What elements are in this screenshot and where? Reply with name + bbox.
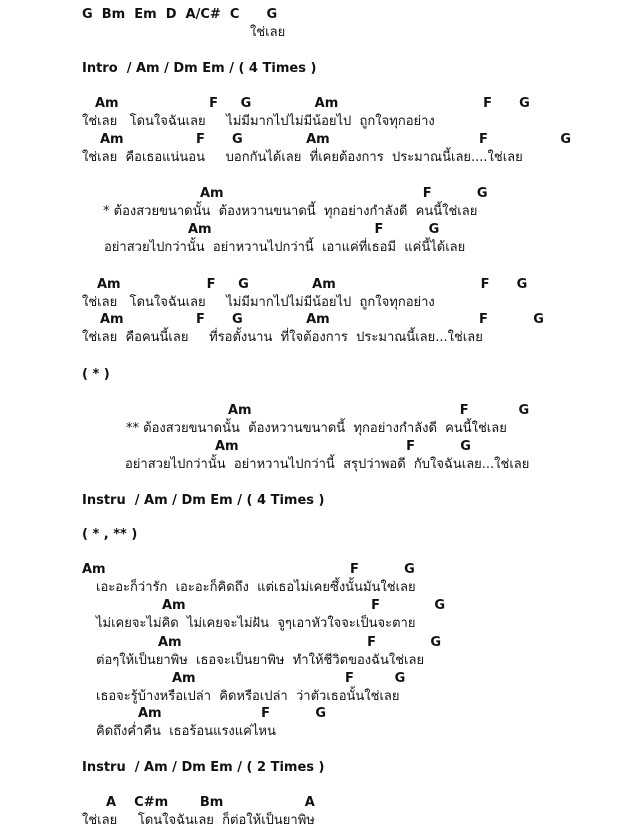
lyric-line: อย่าสวยไปกว่านั้น อย่าหวานไปกว่านี้ เอาแค่ที่เธอมี แค่นี้ได้เลย xyxy=(104,240,466,255)
lyric-line: ต่อๆให้เป็นยาพิษ เธอจะเป็นยาพิษ ทำให้ชีวิตของฉันใช่เลย xyxy=(96,653,425,668)
section-instru: Instru / Am / Dm Em / ( 4 Times ) xyxy=(82,493,325,508)
lyric-line: ใช่เลย โดนใจฉันเลย ไม่มีมากไปไม่มีน้อยไป ถูกใจทุกอย่าง xyxy=(82,295,435,310)
chord-line: Am F G xyxy=(188,222,440,237)
lyric-line: ใช่เลย คือเธอแน่นอน บอกกันได้เลย ที่เคยต้องการ ประมาณนี้เลย....ใช่เลย xyxy=(82,150,523,165)
lyric-line: ใช่เลย คือคนนี้เลย ที่รอตั้งนาน ที่ใจต้องการ ประมาณนี้เลย...ใช่เลย xyxy=(82,330,483,345)
section-instru: Instru / Am / Dm Em / ( 2 Times ) xyxy=(82,760,325,775)
lyric-line: ใช่เลย xyxy=(250,25,286,40)
lyric-line: คิดถึงค่ำคืน เธอร้อนแรงแค่ไหน xyxy=(96,724,276,739)
chord-line: Am F G Am F G xyxy=(100,132,572,147)
chord-line: Am F G xyxy=(172,671,406,686)
chord-line: G Bm Em D A/C# C G xyxy=(82,7,278,22)
lyric-line: เธอจะรู้บ้างหรือเปล่า คิดหรือเปล่า ว่าตัวเธอนั้นใช่เลย xyxy=(96,689,400,704)
chord-line: Am F G Am F G xyxy=(97,277,528,292)
lyric-line: เอะอะก็ว่ารัก เอะอะก็คิดถึง แต่เธอไม่เคยซึ้งนั้นมันใช่เลย xyxy=(96,580,416,595)
chord-line: Am F G xyxy=(82,562,415,577)
chord-line: Am F G Am F G xyxy=(100,312,544,327)
chord-line: A C#m Bm A xyxy=(106,795,315,810)
section-intro: Intro / Am / Dm Em / ( 4 Times ) xyxy=(82,61,317,76)
lyric-line: ใช่เลย โดนใจฉันเลย ไม่มีมากไปไม่มีน้อยไป ถูกใจทุกอย่าง xyxy=(82,114,435,129)
lyric-line: * ต้องสวยขนาดนั้น ต้องหวานขนาดนี้ ทุกอย่างกำลังดี คนนี้ใช่เลย xyxy=(103,204,478,219)
chord-line: Am F G Am F G xyxy=(95,96,530,111)
section-repeat-marker: ( * ) xyxy=(82,367,110,382)
chord-line: Am F G xyxy=(158,635,442,650)
section-repeat-marker: ( * , ** ) xyxy=(82,527,138,542)
chord-line: Am F G xyxy=(215,439,471,454)
lyric-line: ไม่เคยจะไม่คิด ไม่เคยจะไม่ฝัน จูๆเอาหัวใจจะเป็นจะตาย xyxy=(96,616,416,631)
chord-line: Am F G xyxy=(200,186,488,201)
lyric-line: อย่าสวยไปกว่านั้น อย่าหวานไปกว่านี้ สรุปว่าพอดี กับใจฉันเลย...ใช่เลย xyxy=(125,457,530,472)
chord-line: Am F G xyxy=(228,403,530,418)
chord-line: Am F G xyxy=(138,706,326,721)
chord-line: Am F G xyxy=(162,598,446,613)
lyric-line: ใช่เลย โดนใจฉันเลย ก็ต่อให้เป็นยาพิษ xyxy=(82,813,315,828)
lyric-line: ** ต้องสวยขนาดนั้น ต้องหวานขนาดนี้ ทุกอย่างกำลังดี คนนี้ใช่เลย xyxy=(126,421,507,436)
